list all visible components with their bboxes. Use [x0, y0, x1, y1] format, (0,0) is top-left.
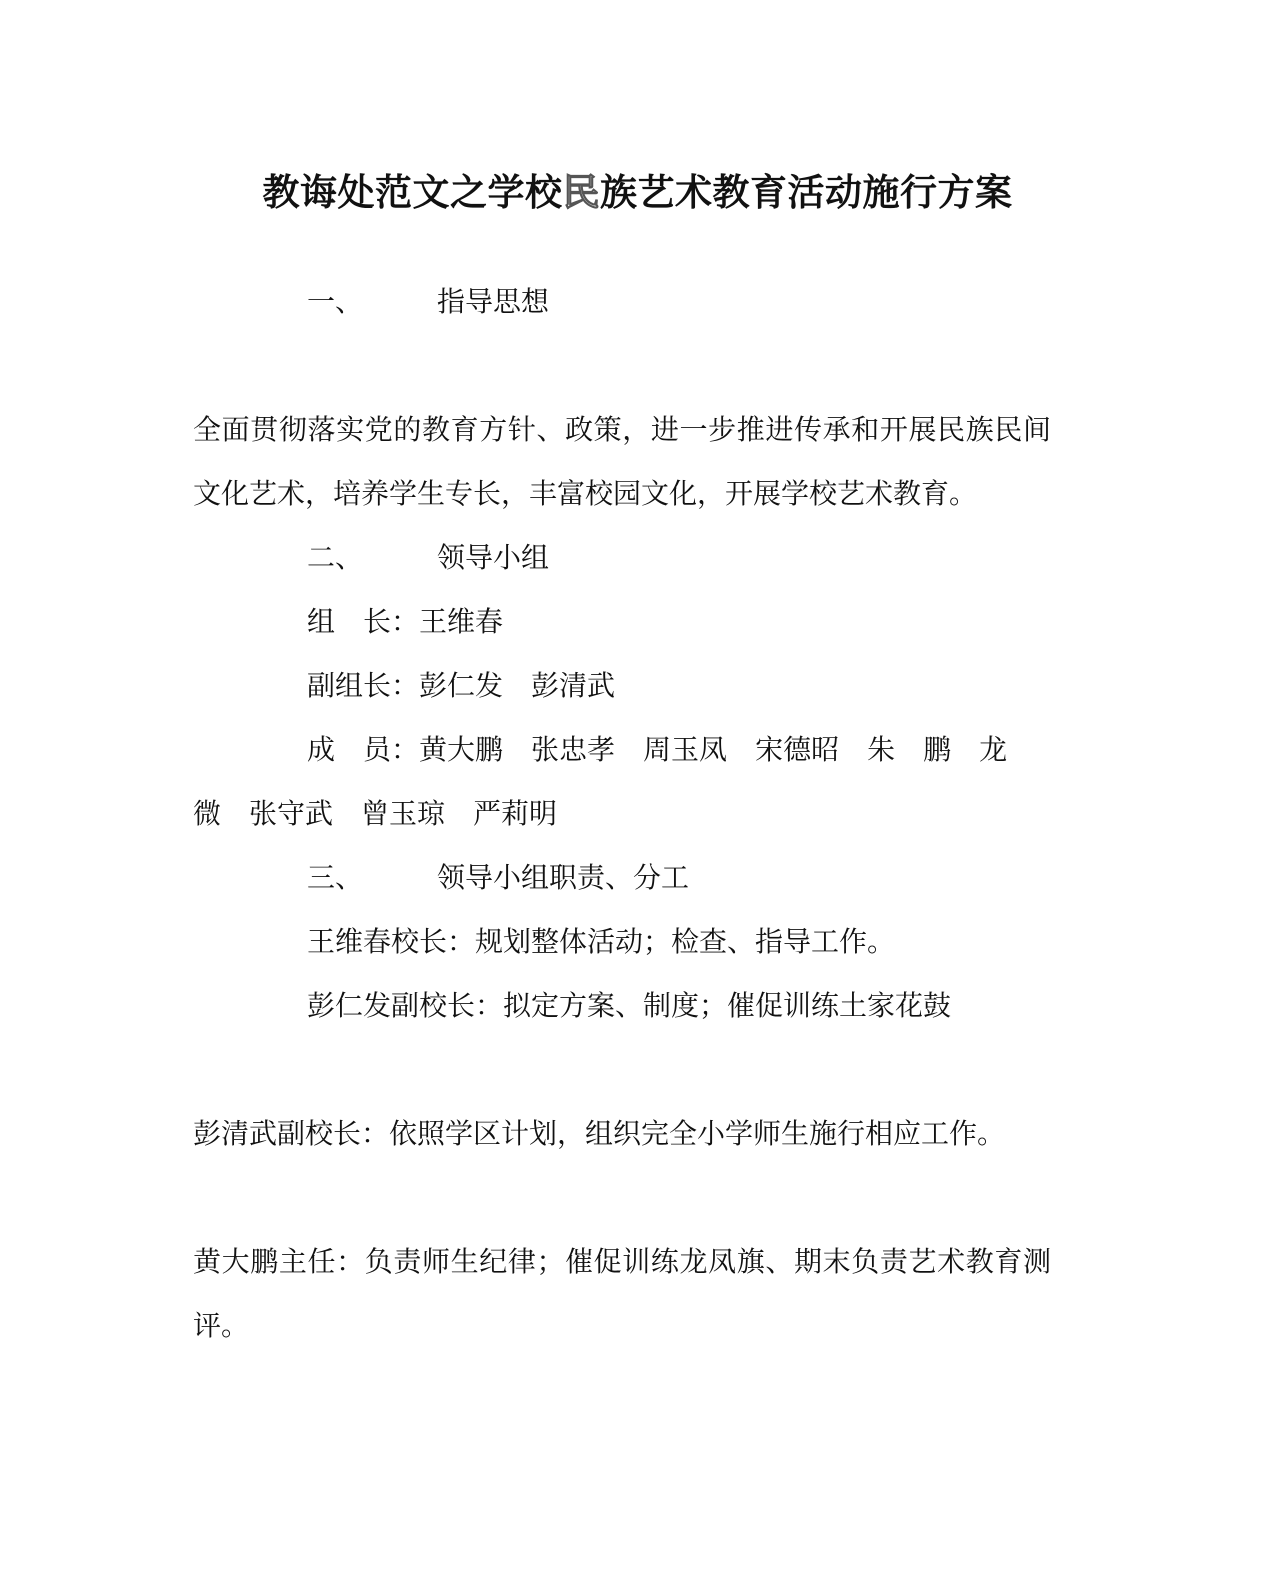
section-title: 领导小组: [437, 541, 550, 574]
section-number: 三、: [307, 861, 364, 894]
section-title: 领导小组职责、分工: [437, 861, 690, 894]
member-name: 张忠孝: [531, 733, 616, 766]
vice-leader-name: 彭仁发: [419, 669, 504, 702]
section-title: 指导思想: [437, 285, 550, 318]
leader-line: [307, 602, 503, 642]
duty-line: 彭仁发副校长：拟定方案、制度；催促训练土家花鼓: [307, 989, 952, 1022]
vice-leader-line: [307, 666, 615, 706]
member-name: 严莉明: [473, 797, 558, 830]
title-text-1: 教诲处范文之学校: [262, 170, 563, 214]
section-heading-1: [307, 282, 549, 322]
vice-leader-label: 副组长：: [307, 669, 420, 702]
member-name: 微: [193, 797, 222, 830]
section-number: 一、: [307, 285, 364, 318]
duty-line: 评。: [193, 1309, 250, 1342]
section-number: 二、: [307, 541, 364, 574]
paragraph-line: 全面贯彻落实党的教育方针、政策，进一步推进传承和开展民族民间: [193, 413, 1051, 446]
member-name: 龙: [979, 733, 1008, 766]
duty-line: 黄大鹏主任：负责师生纪律；催促训练龙凤旗、期末负责艺术教育测: [193, 1245, 1051, 1278]
member-name: 张守武: [249, 797, 334, 830]
duty-line: 王维春校长：规划整体活动；检查、指导工作。: [307, 925, 896, 958]
title-text-2: 族艺术教育活动施行方案: [600, 170, 1013, 214]
paragraph-line: 文化艺术，培养学生专长，丰富校园文化，开展学校艺术教育。: [193, 477, 978, 510]
document-title: [0, 164, 1275, 220]
section-heading-2: [307, 538, 549, 578]
member-name: 宋德昭: [755, 733, 840, 766]
members-label: 成 员：: [307, 733, 420, 766]
members-line-continued: [193, 794, 557, 834]
vice-leader-name: 彭清武: [531, 669, 616, 702]
member-name: 黄大鹏: [419, 733, 504, 766]
members-line: [307, 730, 1007, 770]
leader-label: 组 长：: [307, 605, 420, 638]
leader-name: 王维春: [419, 605, 504, 638]
duty-line: 彭清武副校长：依照学区计划，组织完全小学师生施行相应工作。: [193, 1117, 1006, 1150]
member-name: 朱 鹏: [867, 733, 952, 766]
title-highlight-char: 民: [562, 170, 600, 214]
member-name: 周玉凤: [643, 733, 728, 766]
member-name: 曾玉琼: [361, 797, 446, 830]
section-heading-3: [307, 858, 689, 898]
